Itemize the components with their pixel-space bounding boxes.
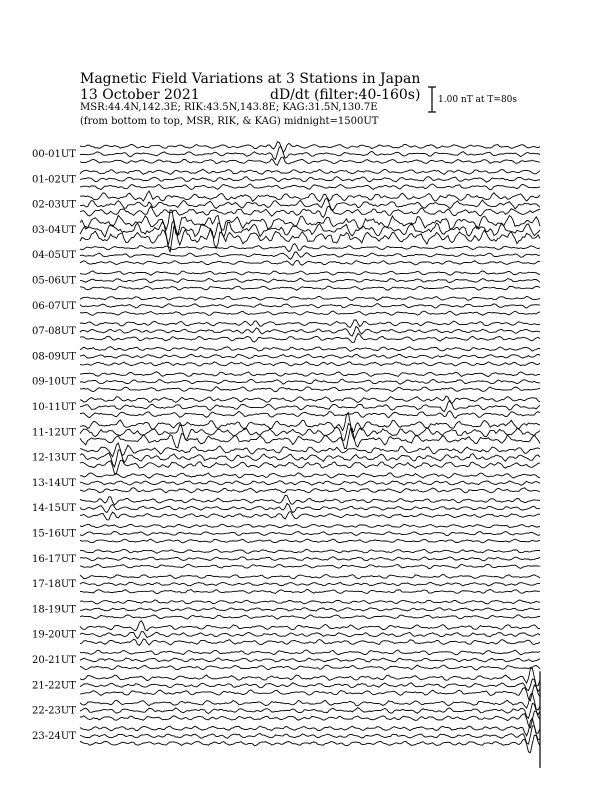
trace-kag-17-18UT [80,575,540,579]
trace-msr-15-16UT [80,539,540,543]
trace-group [80,142,540,768]
trace-kag-19-20UT [80,621,540,631]
trace-kag-04-05UT [80,244,540,252]
trace-kag-03-04UT [80,210,540,236]
row-label: 00-01UT [32,149,76,160]
trace-kag-13-14UT [80,473,540,478]
scale-bar-label: 1.00 nT at T=80s [438,95,518,105]
row-label: 20-21UT [32,655,76,666]
trace-kag-10-11UT [80,396,540,404]
station-coordinates: MSR:44.4N,142.3E; RIK:43.5N,143.8E; KAG:31.5N,130.7E [80,102,378,113]
trace-rik-05-06UT [80,278,540,283]
row-label: 02-03UT [32,199,76,211]
trace-msr-13-14UT [80,488,540,493]
trace-msr-10-11UT [80,411,540,419]
trace-rik-11-12UT [80,424,540,441]
trace-msr-08-09UT [80,362,540,366]
trace-rik-18-19UT [80,608,540,612]
scale-bar [428,87,436,112]
trace-rik-15-16UT [80,531,540,535]
trace-rik-19-20UT [80,632,540,639]
trace-msr-19-20UT [80,639,540,645]
chart-date: 13 October 2021 [80,87,200,103]
trace-msr-11-12UT [80,428,540,448]
trace-rik-06-07UT [80,304,540,309]
trace-kag-15-16UT [80,524,540,528]
row-label: 18-19UT [32,604,76,616]
trace-msr-06-07UT [80,311,540,315]
row-label: 07-08UT [32,326,76,338]
row-label: 09-10UT [32,376,76,388]
trace-msr-07-08UT [80,334,540,343]
trace-msr-16-17UT [80,564,540,568]
trace-rik-14-15UT [80,503,540,512]
trace-rik-08-09UT [80,354,540,358]
trace-msr-23-24UT [80,735,540,752]
row-label: 11-12UT [32,427,76,439]
trace-msr-00-01UT [80,157,540,165]
trace-msr-21-22UT [80,685,540,701]
trace-rik-20-21UT [80,658,540,662]
trace-msr-12-13UT [80,460,540,473]
trace-rik-16-17UT [80,557,540,561]
row-label: 03-04UT [32,224,76,236]
trace-kag-00-01UT [80,142,540,153]
trace-rik-17-18UT [80,582,540,586]
trace-msr-09-10UT [80,387,540,392]
trace-rik-04-05UT [80,252,540,259]
trace-kag-09-10UT [80,372,540,377]
trace-kag-22-23UT [80,693,540,710]
trace-msr-02-03UT [80,206,540,217]
trace-rik-07-08UT [80,326,540,336]
row-label: 13-14UT [32,477,76,489]
row-label: 08-09UT [32,351,76,363]
trace-rik-00-01UT [80,147,540,160]
row-label: 01-02UT [32,174,76,186]
row-label: 17-18UT [32,579,76,591]
row-label: 12-13UT [32,452,76,464]
trace-rik-09-10UT [80,379,540,384]
row-label: 10-11UT [32,402,76,413]
trace-kag-18-19UT [80,600,540,604]
trace-kag-16-17UT [80,549,540,553]
trace-kag-07-08UT [80,320,540,328]
row-label: 21-22UT [32,680,76,692]
trace-msr-18-19UT [80,615,540,619]
trace-msr-17-18UT [80,589,540,593]
chart-title: Magnetic Field Variations at 3 Stations in Japan [80,71,421,87]
trace-msr-05-06UT [80,286,540,290]
trace-kag-06-07UT [80,296,540,300]
trace-rik-21-22UT [80,679,540,691]
row-label: 19-20UT [32,629,76,641]
row-label: 22-23UT [32,705,76,717]
trace-msr-20-21UT [80,665,540,670]
trace-kag-20-21UT [80,650,540,655]
trace-kag-14-15UT [80,495,540,505]
trace-kag-01-02UT [80,169,540,174]
filter-label: dD/dt (filter:40-160s) [270,87,421,103]
row-label-group [32,149,76,742]
row-label: 06-07UT [32,300,76,312]
trace-kag-08-09UT [80,347,540,352]
trace-msr-14-15UT [80,512,540,520]
trace-rik-13-14UT [80,481,540,486]
row-label: 15-16UT [32,528,76,540]
trace-rik-01-02UT [80,177,540,183]
row-label: 14-15UT [32,503,76,515]
row-label: 04-05UT [32,250,76,262]
trace-kag-23-24UT [80,718,540,736]
trace-msr-01-02UT [80,184,540,190]
trace-msr-22-23UT [80,711,540,728]
trace-kag-05-06UT [80,271,540,275]
row-label: 16-17UT [32,553,76,565]
trace-kag-21-22UT [80,668,540,686]
row-label: 23-24UT [32,730,76,742]
trace-msr-04-05UT [80,260,540,265]
station-order-note: (from bottom to top, MSR, RIK, & KAG) midnight=1500UT [80,116,379,127]
row-label: 05-06UT [32,275,76,287]
trace-kag-02-03UT [80,191,540,202]
